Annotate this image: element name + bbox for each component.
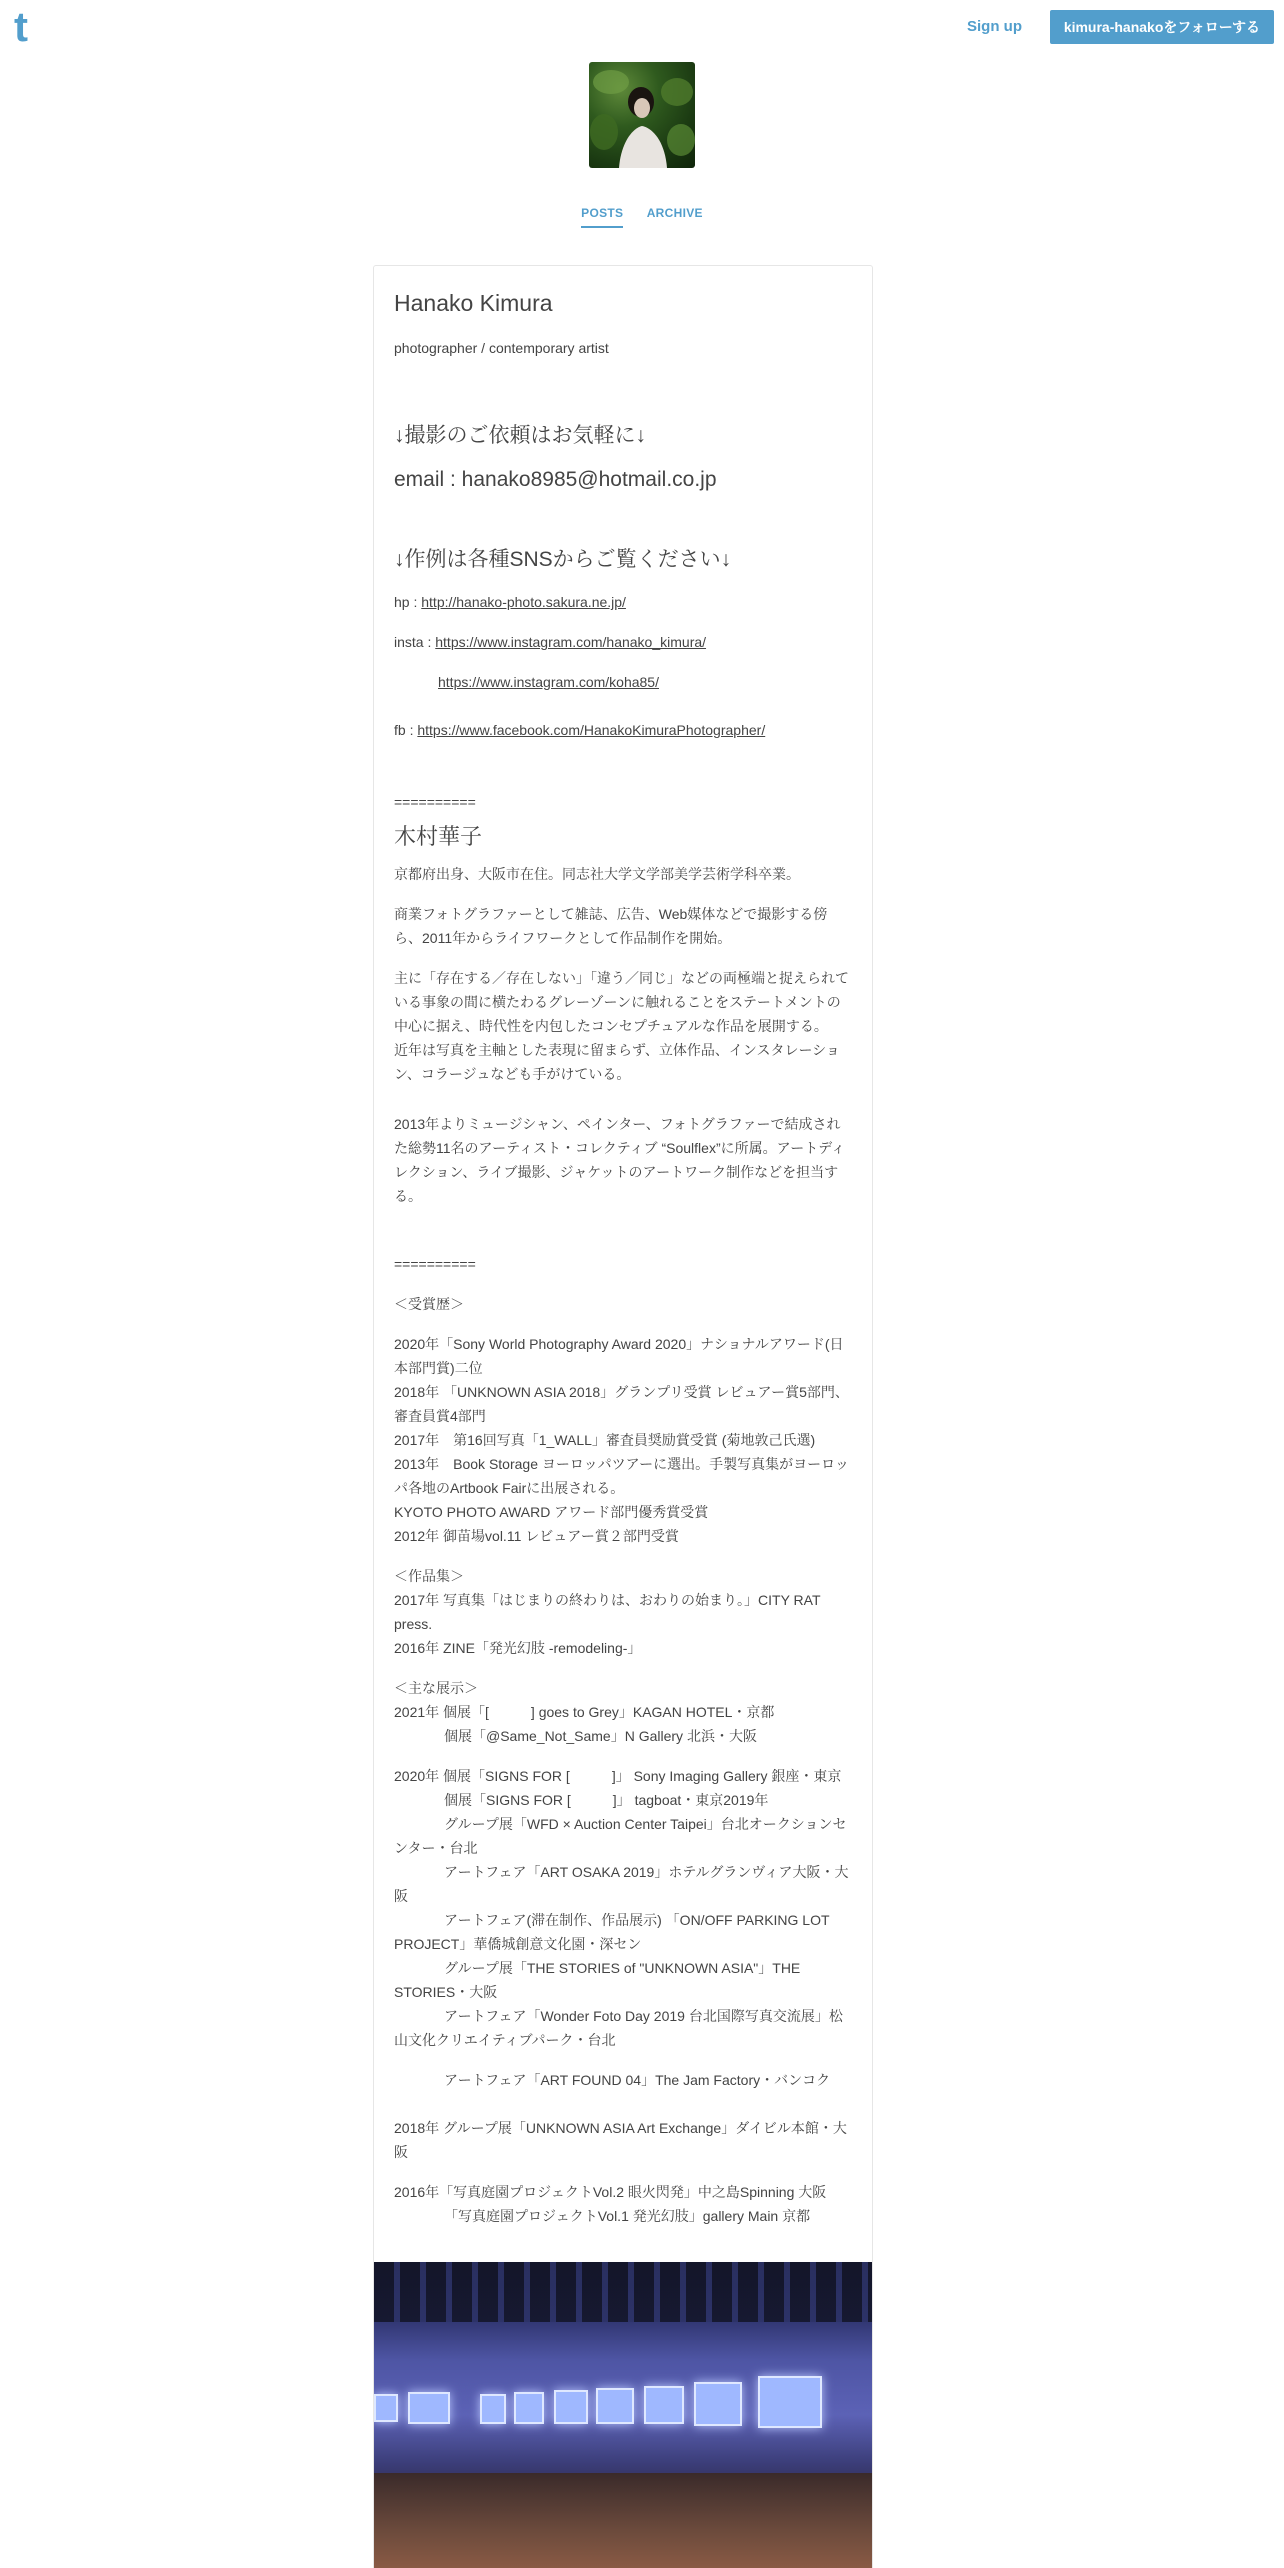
photo-frame bbox=[758, 2376, 822, 2428]
awards-list bbox=[394, 1332, 852, 1548]
bio-p4: 近年は写真を主軸とした表現に留まらず、立体作品、インスタレーション、コラージュなども手がけている。 bbox=[394, 1042, 840, 1082]
list-item: 2017年 写真集「はじまりの終わりは、おわりの始まり。」CITY RAT press. bbox=[394, 1592, 821, 1632]
list-item: アートフェア「ART FOUND 04」The Jam Factory・バンコク bbox=[444, 2072, 831, 2088]
works-list bbox=[394, 1564, 852, 1660]
photo-frame bbox=[480, 2394, 506, 2424]
list-item: 2012年 御苗場vol.11 レビュアー賞２部門受賞 bbox=[394, 1528, 679, 1544]
photo-frame bbox=[554, 2390, 588, 2424]
hp-row: hp : http://hanako-photo.sakura.ne.jp/ bbox=[394, 594, 626, 610]
list-item: グループ展「WFD × Auction Center Taipei」台北オークションセンター・台北 bbox=[394, 1816, 847, 1856]
post-card bbox=[373, 265, 873, 2568]
tagline: photographer / contemporary artist bbox=[394, 340, 609, 356]
exhibitions-2016 bbox=[394, 2180, 852, 2228]
blog-nav bbox=[0, 206, 1284, 228]
list-item: 2021年 個展「[ ] goes to Grey」KAGAN HOTEL・京都 bbox=[394, 1704, 775, 1720]
avatar[interactable] bbox=[589, 62, 695, 168]
photo-frame bbox=[644, 2386, 684, 2424]
exhibitions-2020 bbox=[394, 1764, 852, 2052]
divider-1: ========== bbox=[394, 794, 476, 810]
photo-frame bbox=[694, 2382, 742, 2426]
fb-row: fb : https://www.facebook.com/HanakoKimuraPhotographer/ bbox=[394, 722, 766, 738]
works-heading: ＜作品集＞ bbox=[394, 1568, 464, 1584]
photo-frame bbox=[408, 2392, 450, 2424]
list-item: 2017年 第16回写真「1_WALL」審査員奨励賞受賞 (菊地敦己氏選) bbox=[394, 1432, 816, 1448]
post-content bbox=[374, 266, 872, 2228]
bio-p5: 2013年よりミュージシャン、ペインター、フォトグラファーで結成された総勢11名のアーティスト・コレクティブ “Soulflex”に所属。アートディレクション、ライブ撮影、ジャケットのアートワーク制作などを担当する。 bbox=[394, 1116, 846, 1204]
photo-ceiling bbox=[374, 2262, 872, 2322]
list-item: KYOTO PHOTO AWARD アワード部門優秀賞受賞 bbox=[394, 1504, 709, 1520]
photo-frame bbox=[374, 2394, 398, 2422]
name-ja: 木村華子 bbox=[394, 824, 483, 849]
bio-p2: 商業フォトグラファーとして雑誌、広告、Web媒体などで撮影する傍ら、2011年からライフワークとして作品制作を開始。 bbox=[394, 906, 828, 946]
insta-link-2[interactable]: https://www.instagram.com/koha85/ bbox=[438, 674, 659, 690]
tab-archive[interactable]: ARCHIVE bbox=[646, 206, 703, 220]
email-line: email : hanako8985@hotmail.co.jp bbox=[394, 468, 717, 491]
list-item: グループ展「THE STORIES of "UNKNOWN ASIA"」THE STORIES・大阪 bbox=[394, 1960, 801, 2000]
list-item: 2018年 グループ展「UNKNOWN ASIA Art Exchange」ダイビル本館・大阪 bbox=[394, 2120, 847, 2160]
exhibitions-2018 bbox=[394, 2116, 852, 2164]
photo-frame bbox=[596, 2388, 634, 2424]
list-item: アートフェア「ART OSAKA 2019」ホテルグランヴィア大阪・大阪 bbox=[394, 1864, 849, 1904]
bio-p1: 京都府出身、大阪市在住。同志社大学文学部美学芸術学科卒業。 bbox=[394, 866, 800, 882]
top-bar bbox=[0, 0, 1284, 56]
tumblr-logo-icon[interactable]: t bbox=[14, 3, 28, 50]
insta-link-1[interactable]: https://www.instagram.com/hanako_kimura/ bbox=[435, 634, 707, 650]
list-item: アートフェア(滞在制作、作品展示) 「ON/OFF PARKING LOT PROJECT」華僑城創意文化園・深セン bbox=[394, 1912, 830, 1952]
exhibitions-heading: ＜主な展示＞ bbox=[394, 1680, 478, 1696]
list-item: 2020年 個展「SIGNS FOR [ ]」 Sony Imaging Gallery 銀座・東京 bbox=[394, 1768, 842, 1784]
follow-button[interactable]: kimura-hanakoをフォローする bbox=[1050, 10, 1274, 44]
exhibitions-2021 bbox=[394, 1676, 852, 1748]
exhibitions-found bbox=[394, 2068, 852, 2092]
list-item: 個展「@Same_Not_Same」N Gallery 北浜・大阪 bbox=[444, 1728, 757, 1744]
list-item: 2016年 ZINE「発光幻肢 -remodeling-」 bbox=[394, 1640, 642, 1656]
avatar-portrait-icon bbox=[589, 62, 695, 168]
list-item: 2013年 Book Storage ヨーロッパツアーに選出。手製写真集がヨーロッパ各地のArtbook Fairに出展される。 bbox=[394, 1456, 849, 1496]
list-item: 「写真庭園プロジェクトVol.1 発光幻肢」gallery Main 京都 bbox=[444, 2208, 811, 2224]
list-item: 2020年「Sony World Photography Award 2020」ナショナルアワード(日本部門賞)二位 bbox=[394, 1336, 844, 1376]
signup-link[interactable]: Sign up bbox=[967, 18, 1022, 35]
list-item: 2018年 「UNKNOWN ASIA 2018」グランプリ受賞 レビュアー賞5部門、審査員賞4部門 bbox=[394, 1384, 849, 1424]
tab-posts[interactable]: POSTS bbox=[581, 206, 623, 228]
awards-heading: ＜受賞歴＞ bbox=[394, 1296, 464, 1312]
post-title: Hanako Kimura bbox=[394, 290, 553, 316]
list-item: 個展「SIGNS FOR [ ]」 tagboat・東京2019年 bbox=[444, 1792, 769, 1808]
bio-p3: 主に「存在する／存在しない」「違う／同じ」などの両極端と捉えられている事象の間に横たわるグレーゾーンに触れることをステートメントの中心に据え、時代性を内包したコンセプチュアルな作品を展開する。 bbox=[394, 970, 849, 1034]
sns-heading: ↓作例は各種SNSからご覧ください↓ bbox=[394, 548, 732, 571]
list-item: 2016年「写真庭園プロジェクトVol.2 眼火閃発」中之島Spinning 大阪 bbox=[394, 2184, 827, 2200]
request-line: ↓撮影のご依頼はお気軽に↓ bbox=[394, 424, 646, 447]
photo-frame bbox=[514, 2392, 544, 2424]
insta-row: insta : https://www.instagram.com/hanako_kimura/ bbox=[394, 634, 707, 650]
list-item: アートフェア「Wonder Foto Day 2019 台北国際写真交流展」松山文化クリエイティブパーク・台北 bbox=[394, 2008, 843, 2048]
insta-row-2 bbox=[394, 670, 852, 694]
post-photo[interactable] bbox=[374, 2262, 872, 2568]
fb-link[interactable]: https://www.facebook.com/HanakoKimuraPhotographer/ bbox=[417, 722, 766, 738]
divider-2: ========== bbox=[394, 1256, 476, 1272]
photo-floor bbox=[374, 2473, 872, 2568]
hp-link[interactable]: http://hanako-photo.sakura.ne.jp/ bbox=[421, 594, 626, 610]
